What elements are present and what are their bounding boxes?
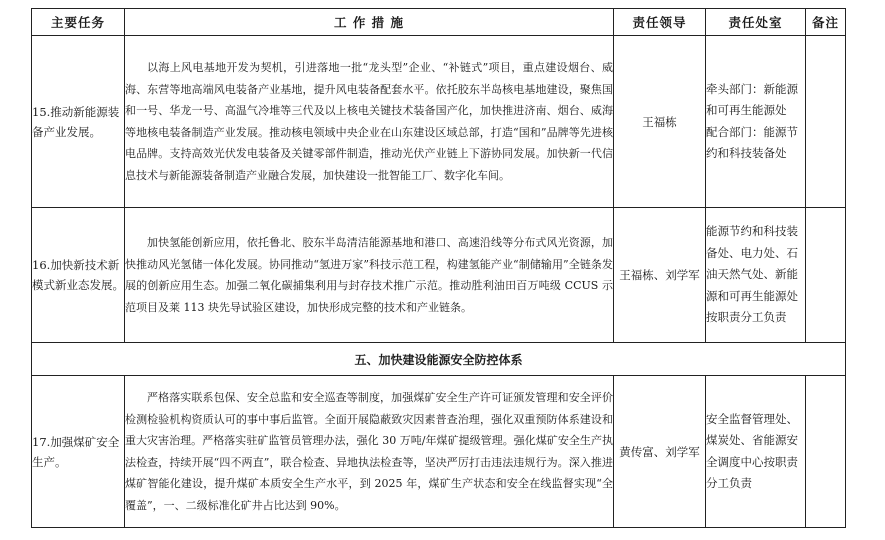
note-cell bbox=[806, 36, 846, 208]
table-row bbox=[32, 36, 846, 208]
office-cell bbox=[706, 36, 806, 208]
section-title: 五、加快建设能源安全防控体系 bbox=[32, 343, 846, 376]
task-cell: 17.加强煤矿安全生产。 bbox=[32, 376, 125, 528]
header-task: 主要任务 bbox=[32, 9, 125, 36]
task-table bbox=[31, 8, 846, 528]
office-cell: 能源节约和科技装备处、电力处、石油天然气处、新能源和可再生能源处按职责分工负责 bbox=[706, 208, 806, 343]
measures-text: 严格落实联系包保、安全总监和安全巡查等制度，加强煤矿安全生产许可证颁发管理和安全评价检测检验机构资质认可的事中事后监管。全面开展隐蔽致灾因素普查治理，强化双重预防体系建设和重大灾害治理。严格落实驻矿监管员管理办法，强化 30 万吨/年煤矿提级管理。强化煤矿安全生产执法检查，持续开展“四不两直”，联合检查、异地执法检查等，坚决严厉打击违法违规行为。深入推进煤矿智能化建设，提升煤矿本质安全生产水平，到 2025 年，煤矿生产状态和安全在线监督实现“全覆盖”，一、二级标准化矿井占比达到 90%。 bbox=[125, 391, 613, 512]
leader-cell: 黄传富、刘学军 bbox=[614, 376, 706, 528]
note-cell bbox=[806, 208, 846, 343]
header-leader: 责任领导 bbox=[614, 9, 706, 36]
office-cell: 安全监督管理处、煤炭处、省能源安全调度中心按职责分工负责 bbox=[706, 376, 806, 528]
note-cell bbox=[806, 376, 846, 528]
task-cell: 15.推动新能源装备产业发展。 bbox=[32, 36, 125, 208]
measures-cell bbox=[125, 376, 614, 528]
leader-cell: 王福栋 bbox=[614, 36, 706, 208]
office-lead-dept: 牵头部门：新能源和可再生能源处 bbox=[706, 81, 798, 117]
header-note: 备注 bbox=[806, 9, 846, 36]
header-row bbox=[32, 9, 846, 36]
measures-text: 加快氢能创新应用，依托鲁北、胶东半岛清洁能源基地和港口、高速沿线等分布式风光资源，加快推动风光氢储一体化发展。协同推动“氢进万家”科技示范工程，构建氢能产业“制储输用”全链条发展的创新应用生态。加强二氧化碳捕集利用与封存技术推广示范。推动胜利油田百万吨级 CCUS 示范项目及莱 113 块先导试验区建设，加快形成完整的技术和产业链条。 bbox=[125, 236, 613, 314]
measures-cell bbox=[125, 208, 614, 343]
table-row bbox=[32, 376, 846, 528]
table-row bbox=[32, 208, 846, 343]
measures-cell bbox=[125, 36, 614, 208]
header-measures: 工 作 措 施 bbox=[125, 9, 614, 36]
task-cell: 16.加快新技术新模式新业态发展。 bbox=[32, 208, 125, 343]
leader-cell: 王福栋、刘学军 bbox=[614, 208, 706, 343]
section-row bbox=[32, 343, 846, 376]
office-support-dept: 配合部门：能源节约和科技装备处 bbox=[706, 124, 798, 160]
header-office: 责任处室 bbox=[706, 9, 806, 36]
measures-text: 以海上风电基地开发为契机，引进落地一批“龙头型”企业、“补链式”项目，重点建设烟台、威海、东营等地高端风电装备产业基地，提升风电装备配套水平。依托胶东半岛核电基地建设，聚焦国和一号、华龙一号、高温气冷堆等三代及以上核电关键技术装备国产化，加快推进济南、烟台、威海等地核电装备制造产业发展。推动核电领域中央企业在山东建设区域总部，打造“国和”品牌等先进核电品牌。支持高效光伏发电装备及关键零部件制造，推动光伏产业链上下游协同发展。加快新一代信息技术与新能源装备制造产业融合发展，加快建设一批智能工厂、数字化车间。 bbox=[125, 61, 613, 182]
